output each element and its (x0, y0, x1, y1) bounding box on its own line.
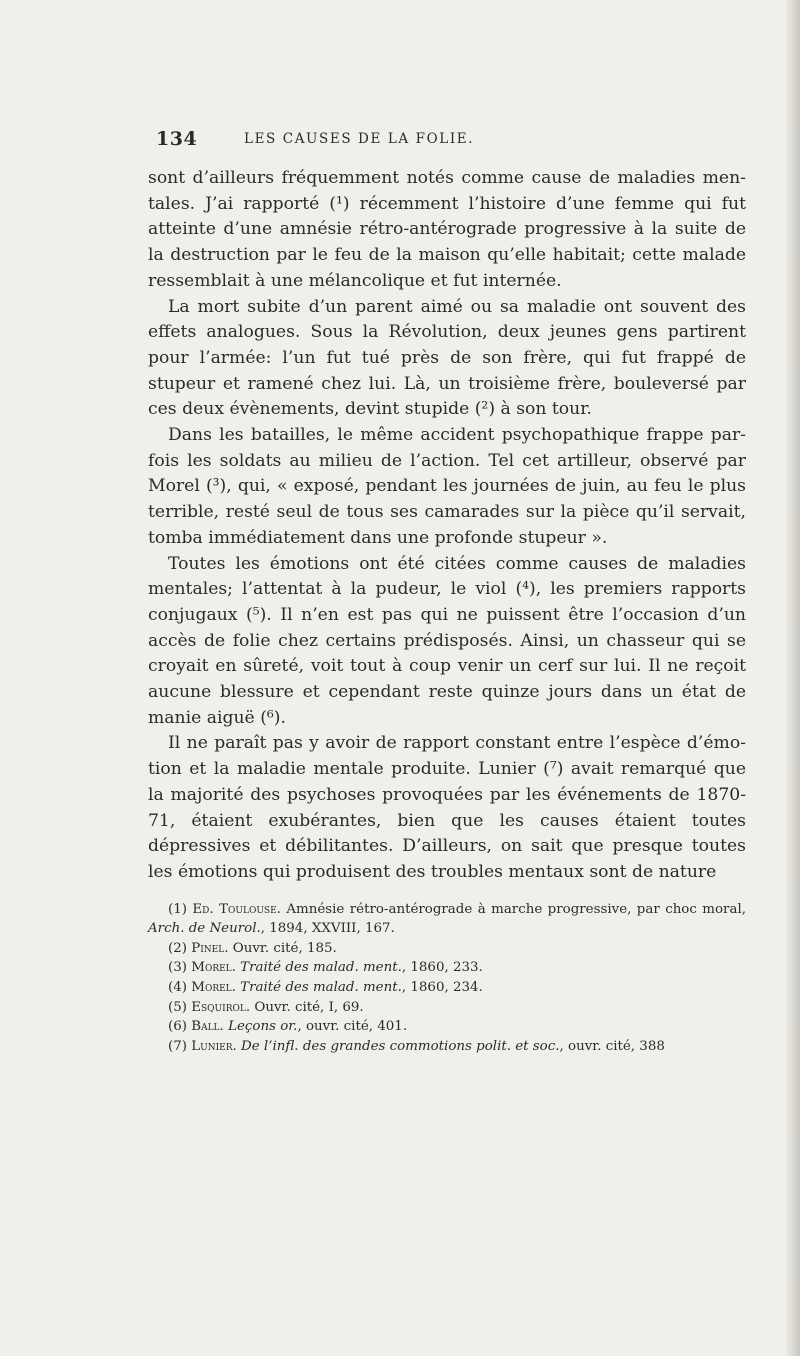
footnote-author: Esquirol. (191, 999, 251, 1015)
footnote-number: (4) (168, 980, 187, 996)
footnote-number: (2) (168, 940, 187, 956)
body-text (148, 166, 746, 886)
footnote-journal: Arch. de Neurol. (148, 921, 261, 937)
footnote-number: (3) (168, 960, 187, 976)
footnote-number: (7) (168, 1038, 187, 1054)
footnote-number: (6) (168, 1019, 187, 1035)
page-edge (786, 0, 800, 1356)
footnote-title: Amnésie rétro-antérograde à marche progressive, par choc moral, (286, 901, 746, 917)
footnote-reference: , 1860, 233. (401, 960, 483, 976)
footnote-author: Lunier. (191, 1038, 237, 1054)
footnote-title: De l’infl. des grandes commotions polit. et soc. (241, 1038, 560, 1054)
footnote-title: Traité des malad. ment. (240, 980, 402, 996)
footnote-2 (148, 939, 746, 959)
footnote-number: (5) (168, 999, 187, 1015)
footnote-author: Ed. Toulouse. (192, 901, 281, 917)
footnote-author: Pinel. (191, 940, 229, 956)
footnote-number: (1) (168, 901, 187, 917)
footnotes (148, 900, 746, 1056)
footnote-1 (148, 900, 746, 939)
book-page (148, 128, 746, 1056)
footnote-3 (148, 958, 746, 978)
footnote-6 (148, 1017, 746, 1037)
footnote-reference: Ouvr. cité, I, 69. (254, 999, 364, 1015)
footnote-5 (148, 998, 746, 1018)
footnote-reference: , 1860, 234. (401, 980, 483, 996)
paragraph-4: Toutes les émotions ont été citées comme causes de maladies mentales; l’attentat à la pudeur, le viol (⁴), les premiers rapports conjugaux (⁵). Il n’en est pas qui ne puissent être l’occasion d’un accès de folie chez certains prédisposés. Ainsi, un chasseur qui se croyait en sûreté, voit tout à coup venir un cerf sur lui. Il ne reçoit aucune blessure et cependant reste quinze jours dans un état de manie aiguë (⁶). (148, 553, 746, 728)
footnote-author: Morel. (191, 960, 236, 976)
page-number: 134 (156, 128, 198, 150)
page-header (148, 128, 746, 154)
running-title: LES CAUSES DE LA FOLIE. (244, 131, 475, 147)
footnote-author: Morel. (191, 980, 236, 996)
footnote-reference: Ouvr. cité, 185. (232, 940, 337, 956)
footnote-reference: , ouvr. cité, 388 (559, 1038, 665, 1054)
paragraph-3: Dans les batailles, le même accident psychopathique frappe par- fois les soldats au milieu de l’action. Tel cet artilleur, observé par Morel (³), qui, « exposé, pendant les journées de juin, au feu le plus terrible, resté seul de tous ses camarades sur la pièce qu’il servait, tomba immédiatement dans une profonde stupeur ». (148, 425, 746, 548)
paragraph-2: La mort subite d’un parent aimé ou sa maladie ont souvent des effets analogues. Sous la Révolution, deux jeunes gens partirent pour l’armée: l’un fut tué près de son frère, qui fut frappé de stupeur et ramené chez lui. Là, un troisième frère, bouleversé par ces deux évènements, devint stupide (²) à son tour. (148, 296, 746, 420)
footnote-title: Leçons or. (228, 1019, 298, 1035)
footnote-reference: , ouvr. cité, 401. (297, 1019, 408, 1035)
paragraph-5: Il ne paraît pas y avoir de rapport constant entre l’espèce d’émo- tion et la maladie mentale produite. Lunier (⁷) avait remarqué que la majorité des psychoses provoquées par les événements de 1870-71, étaient exubérantes, bien que les causes étaient toutes dépressives et débilitantes. D’ailleurs, on sait que presque toutes les émotions qui produisent des troubles mentaux sont de nature (148, 733, 746, 882)
footnote-7 (148, 1037, 746, 1056)
footnote-title: Traité des malad. ment. (240, 960, 402, 976)
footnote-4 (148, 978, 746, 998)
footnote-author: Ball. (191, 1019, 224, 1035)
footnote-reference: , 1894, XXVIII, 167. (260, 921, 395, 937)
paragraph-1: sont d’ailleurs fréquemment notés comme cause de maladies men- tales. J’ai rapporté (¹) récemment l’histoire d’une femme qui fut atteinte d’une amnésie rétro-antérograde progressive à la suite de la destruction par le feu de la maison qu’elle habitait; cette malade ressemblait à une mélancolique et fut internée. (148, 168, 746, 291)
